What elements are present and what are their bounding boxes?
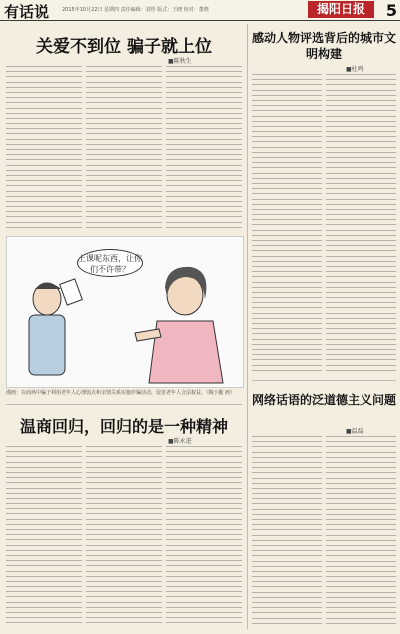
article-1-byline: ■陈秋生 (168, 58, 192, 65)
article-2-col-2 (326, 74, 396, 374)
newspaper-logo: 揭阳日报 (308, 1, 374, 18)
article-4-col-3 (166, 446, 242, 628)
cartoon-illustration (6, 236, 244, 388)
speech-bubble: 上课呢东西，让你们不许带？ (77, 249, 143, 277)
article-4-title: 温商回归，回归的是一种精神 (19, 417, 228, 436)
cartoon-caption: 漫画：在商场中骗子利用老年人心理弱点和亲情关系实施诈骗活动，侵害老年人合法权益。（陶小勤 画） (6, 390, 236, 396)
column-divider (247, 24, 248, 629)
issue-meta: 2015年10月22日 星期四 责任编辑：刘彤 版式：王晓 校对：董晓 (62, 7, 209, 13)
article-1-title: 关爱不到位 骗子就上位 (36, 37, 212, 57)
article-3-byline: ■温磊 (346, 428, 364, 435)
article-4-col-1 (6, 446, 82, 628)
article-3-col-2 (326, 436, 396, 628)
article-4-col-2 (86, 446, 162, 628)
section-name: 有话说 (4, 3, 50, 21)
article-2-byline: ■杜鸣 (346, 66, 364, 73)
right-section-divider (252, 380, 396, 381)
article-2-col-1 (252, 74, 322, 374)
article-1-col-3 (166, 66, 242, 231)
article-1-col-1 (6, 66, 82, 231)
page-number: 5 (385, 1, 397, 20)
article-3-col-1 (252, 436, 322, 628)
article-1-col-2 (86, 66, 162, 231)
article-4-byline: ■陈永进 (168, 438, 192, 445)
article-3-title: 网络话语的泛道德主义问题 (252, 393, 397, 407)
section-divider (6, 404, 242, 405)
page-header (0, 0, 400, 21)
article-2-title: 感动人物评选背后的城市文明构建 (252, 31, 397, 61)
cartoon-drawing (7, 237, 243, 387)
